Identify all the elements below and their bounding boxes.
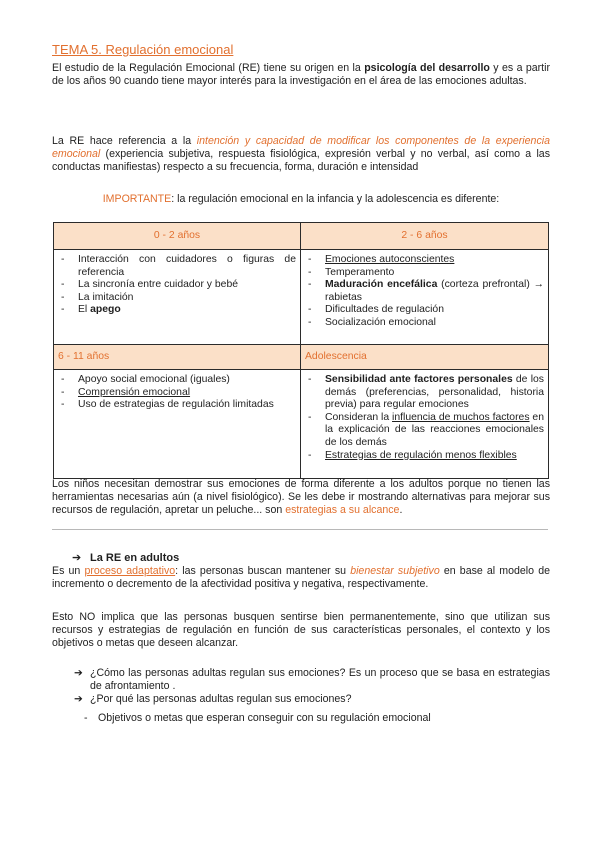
list-item: - El apego	[58, 304, 296, 317]
question-item: ➔ ¿Por qué las personas adultas regulan sus emociones?	[74, 693, 352, 706]
adults-paragraph-2: Esto NO implica que las personas busquen sentirse bien permanentemente, sino que utilizan sus recursos y estrategias de regulación en función de sus características personales, el contexto y los objetivos o metas que deseen alcanzar.	[52, 611, 550, 650]
cell-2-6	[301, 250, 549, 345]
list-item: - Maduración encefálica (corteza prefrontal) → rabietas	[305, 279, 544, 304]
intro-text-2: y es a partir de los años 90 cuando tiene mayor interés para la investigación en el área de las emociones adultas.	[52, 62, 550, 88]
cell-adolescence	[301, 370, 549, 479]
questions-list	[72, 667, 550, 707]
col-2-6-header: 2 - 6 años	[301, 223, 549, 250]
intro-bold: psicología del desarrollo	[364, 62, 490, 74]
regulation-table	[53, 222, 549, 479]
section-divider	[52, 529, 548, 530]
sub-item: - Objetivos o metas que esperan conseguir con su regulación emocional	[84, 712, 431, 724]
list-item: - Temperamento	[305, 267, 544, 280]
definition-highlight: intención y capacidad de modificar los componentes de la experiencia emocional	[52, 135, 550, 161]
adults-heading-text: La RE en adultos	[90, 552, 180, 564]
children-text: Los niños necesitan demostrar sus emociones de forma diferente a los adultos porque no tienen las herramientas necesarias aún (a nivel fisiológico). Se les debe ir mostrando alternativas para mejorar sus recursos de regulación, apretar un peluche... son	[52, 478, 550, 517]
list-item: - La imitación	[58, 292, 296, 305]
list-item: - Interacción con cuidadores o figuras de referencia	[58, 254, 296, 279]
important-text: : la regulación emocional en la infancia y la adolescencia es diferente:	[171, 193, 500, 205]
page-title: TEMA 5. Regulación emocional	[52, 42, 234, 57]
adaptive-process-link: proceso adaptativo	[84, 565, 176, 577]
important-label: IMPORTANTE	[102, 193, 172, 205]
children-paragraph: Los niños necesitan demostrar sus emociones de forma diferente a los adultos porque no tienen las herramientas necesarias aún (a nivel fisiológico). Se les debe ir mostrando alternativas para mejorar sus recursos de regulación, apretar un peluche... son estrategias a su alcance.	[52, 478, 550, 517]
arrow-icon: ➔	[72, 552, 82, 564]
list-item: - Dificultades de regulación	[305, 304, 544, 317]
col-adolescence-header: Adolescencia	[301, 345, 549, 370]
arrow-icon: ➔	[74, 667, 83, 679]
list-item: - La sincronía entre cuidador y bebé	[58, 279, 296, 292]
list-item: - Uso de estrategias de regulación limitadas	[58, 399, 296, 412]
list-item: - Sensibilidad ante factores personales de los demás (preferencias, personalidad, historia previa) para regular emociones	[305, 374, 544, 412]
list-item: - Socialización emocional	[305, 317, 544, 330]
arrow-icon: ➔	[74, 693, 83, 706]
intro-paragraph	[52, 62, 550, 88]
list-item: - Emociones autoconscientes	[305, 254, 544, 267]
definition-text-1: La RE hace referencia a la	[52, 135, 197, 147]
list-item: - Apoyo social emocional (iguales)	[58, 374, 296, 387]
children-highlight: estrategias a su alcance	[285, 504, 400, 517]
cell-0-2	[54, 250, 301, 345]
question-item: ➔ ¿Cómo las personas adultas regulan sus emociones? Es un proceso que se basa en estrategias de afrontamiento .	[74, 667, 550, 693]
list-item: - Consideran la influencia de muchos factores en la explicación de las reacciones emocionales de los demás	[305, 412, 544, 450]
important-note	[52, 193, 550, 205]
col-6-11-header: 6 - 11 años	[54, 345, 301, 370]
definition-paragraph	[52, 135, 550, 175]
list-item: - Estrategias de regulación menos flexibles	[305, 450, 544, 463]
adults-paragraph-1: Es un proceso adaptativo: las personas buscan mantener su bienestar subjetivo en base al modelo de incremento o decremento de la afectividad positiva y negativa, respectivamente.	[52, 565, 550, 591]
cell-6-11	[54, 370, 301, 479]
adults-heading	[72, 551, 179, 564]
intro-text-1: El estudio de la Regulación Emocional (RE) tiene su origen en la	[52, 62, 365, 74]
definition-text-2: (experiencia subjetiva, respuesta fisiológica, expresión verbal y no verbal, así como a las conductas manifiestas) respecto a su frecuencia, forma, duración e intensidad	[52, 148, 550, 174]
wellbeing-highlight: bienestar subjetivo	[350, 565, 440, 577]
list-item: - Comprensión emocional	[58, 387, 296, 400]
col-0-2-header: 0 - 2 años	[54, 223, 301, 250]
